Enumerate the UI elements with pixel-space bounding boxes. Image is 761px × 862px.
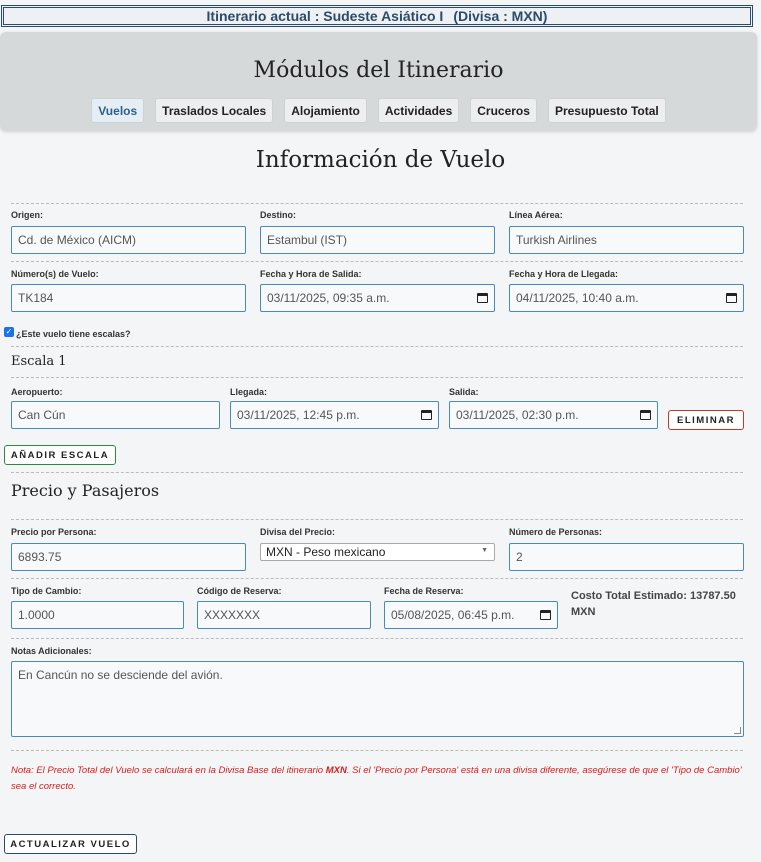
tab-cruceros[interactable]: Cruceros <box>470 98 537 123</box>
stop-airport-label: Aeropuerto: <box>11 387 63 397</box>
divider <box>11 638 743 639</box>
arrival-label: Fecha y Hora de Llegada: <box>509 269 619 279</box>
divider <box>11 346 743 347</box>
stop-departure-value: 03/11/2025, 02:30 p.m. <box>456 408 579 422</box>
tab-alojamiento[interactable]: Alojamiento <box>284 98 367 123</box>
notes-label: Notas Adicionales: <box>11 646 92 656</box>
tab-actividades[interactable]: Actividades <box>378 98 459 123</box>
flight-number-input[interactable]: TK184 <box>11 284 246 312</box>
people-input[interactable]: 2 <box>509 543 744 571</box>
divider <box>11 519 743 520</box>
price-currency-select[interactable] <box>260 543 495 561</box>
tab-vuelos[interactable]: Vuelos <box>91 98 144 123</box>
currency-note <box>11 763 746 795</box>
exchange-rate-label: Tipo de Cambio: <box>11 586 82 596</box>
stop-airport-input[interactable]: Can Cún <box>11 401 220 429</box>
calendar-icon[interactable] <box>540 610 551 620</box>
estimated-total: Costo Total Estimado: 13787.50 MXN <box>571 590 736 618</box>
price-currency-value: MXN - Peso mexicano <box>266 545 386 559</box>
departure-datetime-value: 03/11/2025, 09:35 a.m. <box>267 291 390 305</box>
booking-date-value: 05/08/2025, 06:45 p.m. <box>391 608 515 622</box>
chevron-down-icon: ▼ <box>481 547 488 554</box>
stops-checkbox-label: ¿Este vuelo tiene escalas? <box>16 329 131 339</box>
price-label: Precio por Persona: <box>11 527 97 537</box>
divider <box>11 472 743 473</box>
people-label: Número de Personas: <box>509 527 603 537</box>
resize-handle-icon[interactable] <box>734 727 741 734</box>
booking-date-input[interactable] <box>384 601 558 629</box>
destination-input[interactable]: Estambul (IST) <box>260 226 495 254</box>
stop-title: Escala 1 <box>11 354 67 369</box>
origin-label: Origen: <box>11 210 44 220</box>
arrival-datetime-value: 04/11/2025, 10:40 a.m. <box>516 291 639 305</box>
itinerary-name: Itinerario actual : Sudeste Asiático I <box>206 8 444 24</box>
calendar-icon[interactable] <box>640 410 651 420</box>
airline-label: Línea Aérea: <box>509 210 563 220</box>
stop-departure-label: Salida: <box>449 387 479 397</box>
flight-number-label: Número(s) de Vuelo: <box>11 269 99 279</box>
airline-input[interactable]: Turkish Airlines <box>509 226 744 254</box>
divider <box>11 750 743 751</box>
modules-title: Módulos del Itinerario <box>253 58 504 83</box>
divider <box>11 203 743 204</box>
calendar-icon[interactable] <box>726 293 737 303</box>
destination-label: Destino: <box>260 210 296 220</box>
update-flight-button[interactable]: ACTUALIZAR VUELO <box>4 834 137 854</box>
arrival-datetime-input[interactable] <box>509 284 744 312</box>
divider <box>11 578 743 579</box>
exchange-rate-input[interactable]: 1.0000 <box>11 601 184 629</box>
price-input[interactable]: 6893.75 <box>11 543 246 571</box>
current-itinerary-bar <box>1 5 753 27</box>
booking-code-label: Código de Reserva: <box>197 586 282 596</box>
calendar-icon[interactable] <box>421 410 432 420</box>
currency-note-code: MXN <box>325 765 347 776</box>
delete-stop-button[interactable]: ELIMINAR <box>668 410 744 430</box>
price-currency-label: Divisa del Precio: <box>260 527 336 537</box>
divider <box>11 261 743 262</box>
origin-input[interactable]: Cd. de México (AICM) <box>11 226 246 254</box>
stop-departure-input[interactable] <box>449 401 658 429</box>
modules-tabs <box>0 98 757 123</box>
section-title: Información de Vuelo <box>255 147 506 173</box>
stop-arrival-value: 03/11/2025, 12:45 p.m. <box>237 408 360 422</box>
calendar-icon[interactable] <box>477 293 488 303</box>
currency-note-text: Nota: El Precio Total del Vuelo se calculará en la Divisa Base del itinerario <box>11 765 326 776</box>
departure-datetime-input[interactable] <box>260 284 495 312</box>
booking-date-label: Fecha de Reserva: <box>384 586 464 596</box>
currency-note-text: . Si el 'Precio por Persona' está en una divisa diferente, asegúrese de que el 'Tipo de Cambio' sea el correcto. <box>11 765 742 792</box>
pricing-title: Precio y Pasajeros <box>11 481 160 500</box>
stop-arrival-input[interactable] <box>230 401 439 429</box>
booking-code-input[interactable]: XXXXXXX <box>197 601 371 629</box>
itinerary-currency: (Divisa : MXN) <box>453 8 548 24</box>
add-stop-button[interactable]: AÑADIR ESCALA <box>4 445 116 465</box>
notes-value: En Cancún no se desciende del avión. <box>18 668 223 682</box>
modules-panel <box>0 32 757 131</box>
stop-arrival-label: Llegada: <box>230 387 268 397</box>
departure-label: Fecha y Hora de Salida: <box>260 269 362 279</box>
tab-presupuesto-total[interactable]: Presupuesto Total <box>548 98 666 123</box>
divider <box>11 377 743 378</box>
tab-traslados-locales[interactable]: Traslados Locales <box>155 98 273 123</box>
stops-checkbox[interactable]: ✓ <box>5 327 13 336</box>
notes-textarea[interactable] <box>11 661 744 737</box>
